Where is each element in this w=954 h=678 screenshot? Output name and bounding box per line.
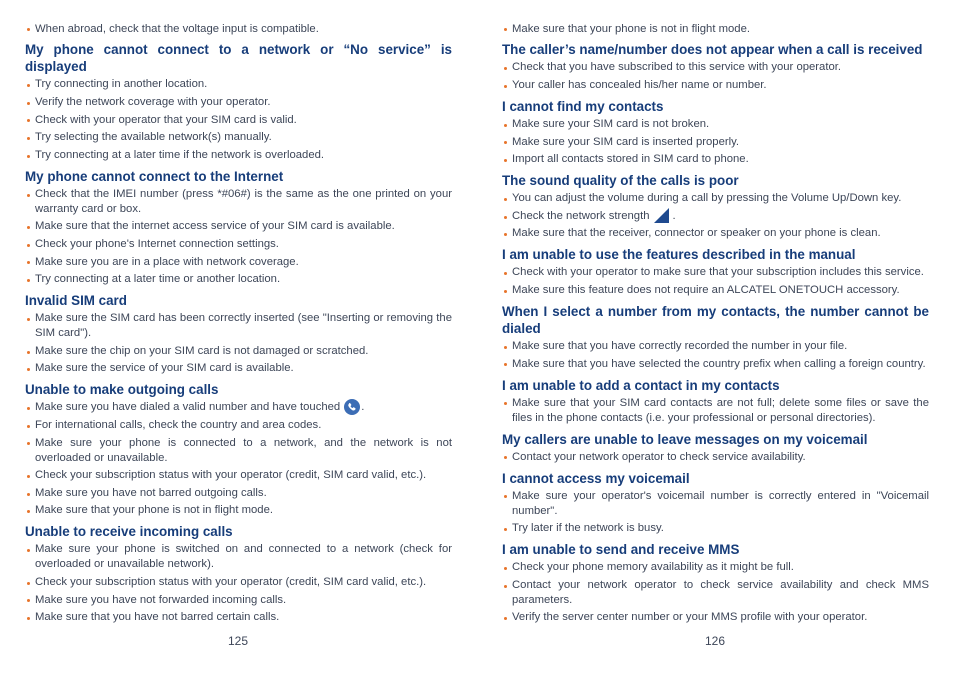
heading-leave-voicemail: My callers are unable to leave messages on my voicemail	[502, 431, 868, 447]
bullet-item: Check your subscription status with your operator (credit, SIM card valid, etc.).	[25, 468, 452, 483]
bullet-item: Make sure your phone is switched on and connected to a network (check for overloaded or unavailable network).	[25, 542, 452, 572]
section-contact-dialing	[502, 301, 929, 375]
bullet-item: Try later if the network is busy.	[502, 521, 929, 536]
bullet-item: Make sure that the internet access service of your SIM card is available.	[25, 219, 452, 234]
heading-outgoing-calls: Unable to make outgoing calls	[25, 382, 219, 398]
heading-internet-connection: My phone cannot connect to the Internet	[25, 168, 284, 184]
section-access-voicemail	[502, 467, 929, 539]
bullet-item: Try connecting at a later time if the network is overloaded.	[25, 148, 452, 163]
heading-contact-dialing: When I select a number from my contacts, the number cannot be dialed	[502, 303, 929, 336]
signal-strength-icon	[654, 208, 669, 223]
section-find-contacts	[502, 96, 929, 170]
section-sound-quality	[502, 170, 929, 244]
bullet-text: Check the network strength	[512, 209, 650, 222]
bullet-item: Contact your network operator to check service availability and check MMS parameters.	[502, 578, 929, 608]
heading-mms: I am unable to send and receive MMS	[502, 542, 740, 558]
bullet-item: Make sure that your phone is not in flight mode.	[502, 22, 929, 37]
bullet-item: Contact your network operator to check service availability.	[502, 450, 929, 465]
section-leave-voicemail	[502, 428, 929, 467]
page-number: 125	[227, 634, 249, 648]
bullet-item: Make sure the chip on your SIM card is not damaged or scratched.	[25, 344, 452, 359]
right-page	[477, 0, 954, 678]
bullet-item: Make sure that the receiver, connector or speaker on your phone is clean.	[502, 226, 929, 241]
bullet-item: Make sure that you have correctly recorded the number in your file.	[502, 339, 929, 354]
section-no-service	[25, 39, 452, 165]
bullet-item: You can adjust the volume during a call by pressing the Volume Up/Down key.	[502, 191, 929, 206]
heading-network-no-service: My phone cannot connect to a network or “No service” is displayed	[25, 42, 452, 75]
bullet-item: Make sure that you have selected the country prefix when calling a foreign country.	[502, 357, 929, 372]
bullet-item: Try connecting at a later time or another location.	[25, 272, 452, 287]
bullet-item: Make sure this feature does not require an ALCATEL ONETOUCH accessory.	[502, 283, 929, 298]
section-invalid-sim	[25, 290, 452, 379]
bullet-item: Check with your operator that your SIM card is valid.	[25, 113, 452, 128]
bullet-item: Check that you have subscribed to this service with your operator.	[502, 60, 929, 75]
bullet-item: Make sure your operator's voicemail number is correctly entered in "Voicemail number".	[502, 489, 929, 519]
bullet-item: Make sure you have not forwarded incoming calls.	[25, 593, 452, 608]
bullet-item: Make sure the SIM card has been correctly inserted (see "Inserting or removing the SIM card").	[25, 311, 452, 341]
bullet-text: Make sure you have dialed a valid number and have touched	[35, 401, 341, 414]
heading-sound-quality: The sound quality of the calls is poor	[502, 173, 739, 189]
heading-manual-features: I am unable to use the features described in the manual	[502, 247, 856, 263]
heading-invalid-sim: Invalid SIM card	[25, 293, 127, 309]
bullet-item: Make sure that you have not barred certain calls.	[25, 610, 452, 625]
bullet-item: Make sure the service of your SIM card is available.	[25, 361, 452, 376]
bullet-item: Verify the network coverage with your operator.	[25, 95, 452, 110]
heading-access-voicemail: I cannot access my voicemail	[502, 470, 690, 486]
bullet-item: Make sure that your SIM card contacts are not full; delete some files or save the files in the phone contacts (i.e. your professional or personal directories).	[502, 396, 929, 426]
section-manual-features	[502, 244, 929, 301]
bullet-item: Make sure that your phone is not in flight mode.	[25, 503, 452, 518]
heading-add-contact: I am unable to add a contact in my contacts	[502, 377, 780, 393]
bullet-item: When abroad, check that the voltage input is compatible.	[25, 22, 452, 37]
section-add-contact	[502, 374, 929, 428]
bullet-text-end: .	[361, 401, 365, 414]
left-column	[25, 0, 452, 628]
bullet-item: Verify the server center number or your MMS profile with your operator.	[502, 610, 929, 625]
section-internet	[25, 165, 452, 289]
bullet-item: Try connecting in another location.	[25, 77, 452, 92]
heading-incoming-calls: Unable to receive incoming calls	[25, 524, 233, 540]
bullet-item: Check with your operator to make sure that your subscription includes this service.	[502, 265, 929, 280]
phone-call-icon	[344, 399, 360, 415]
bullet-item: Make sure you are in a place with network coverage.	[25, 255, 452, 270]
heading-caller-id: The caller’s name/number does not appear when a call is received	[502, 42, 923, 58]
bullet-item: Make sure your phone is connected to a network, and the network is not overloaded or unavailable.	[25, 436, 452, 466]
section-incoming-calls	[25, 521, 452, 628]
bullet-item: Make sure you have not barred outgoing calls.	[25, 486, 452, 501]
bullet-item: Check your subscription status with your operator (credit, SIM card valid, etc.).	[25, 575, 452, 590]
bullet-item	[25, 400, 452, 415]
bullet-item: Your caller has concealed his/her name or number.	[502, 78, 929, 93]
bullet-item: Try selecting the available network(s) manually.	[25, 130, 452, 145]
bullet-item	[502, 209, 929, 224]
bullet-item: Import all contacts stored in SIM card to phone.	[502, 152, 929, 167]
section-outgoing-calls	[25, 379, 452, 521]
right-column	[502, 0, 929, 628]
bullet-item: Check that the IMEI number (press *#06#) is the same as the one printed on your warranty card or box.	[25, 187, 452, 217]
section-caller-id	[502, 39, 929, 96]
section-mms	[502, 539, 929, 628]
bullet-item: Make sure your SIM card is inserted properly.	[502, 135, 929, 150]
bullet-text-end: .	[672, 209, 676, 222]
heading-find-contacts: I cannot find my contacts	[502, 99, 664, 115]
bullet-item: Check your phone memory availability as it might be full.	[502, 560, 929, 575]
bullet-item: Check your phone's Internet connection settings.	[25, 237, 452, 252]
bullet-item: For international calls, check the country and area codes.	[25, 418, 452, 433]
page-number: 126	[704, 634, 726, 648]
bullet-item: Make sure your SIM card is not broken.	[502, 117, 929, 132]
